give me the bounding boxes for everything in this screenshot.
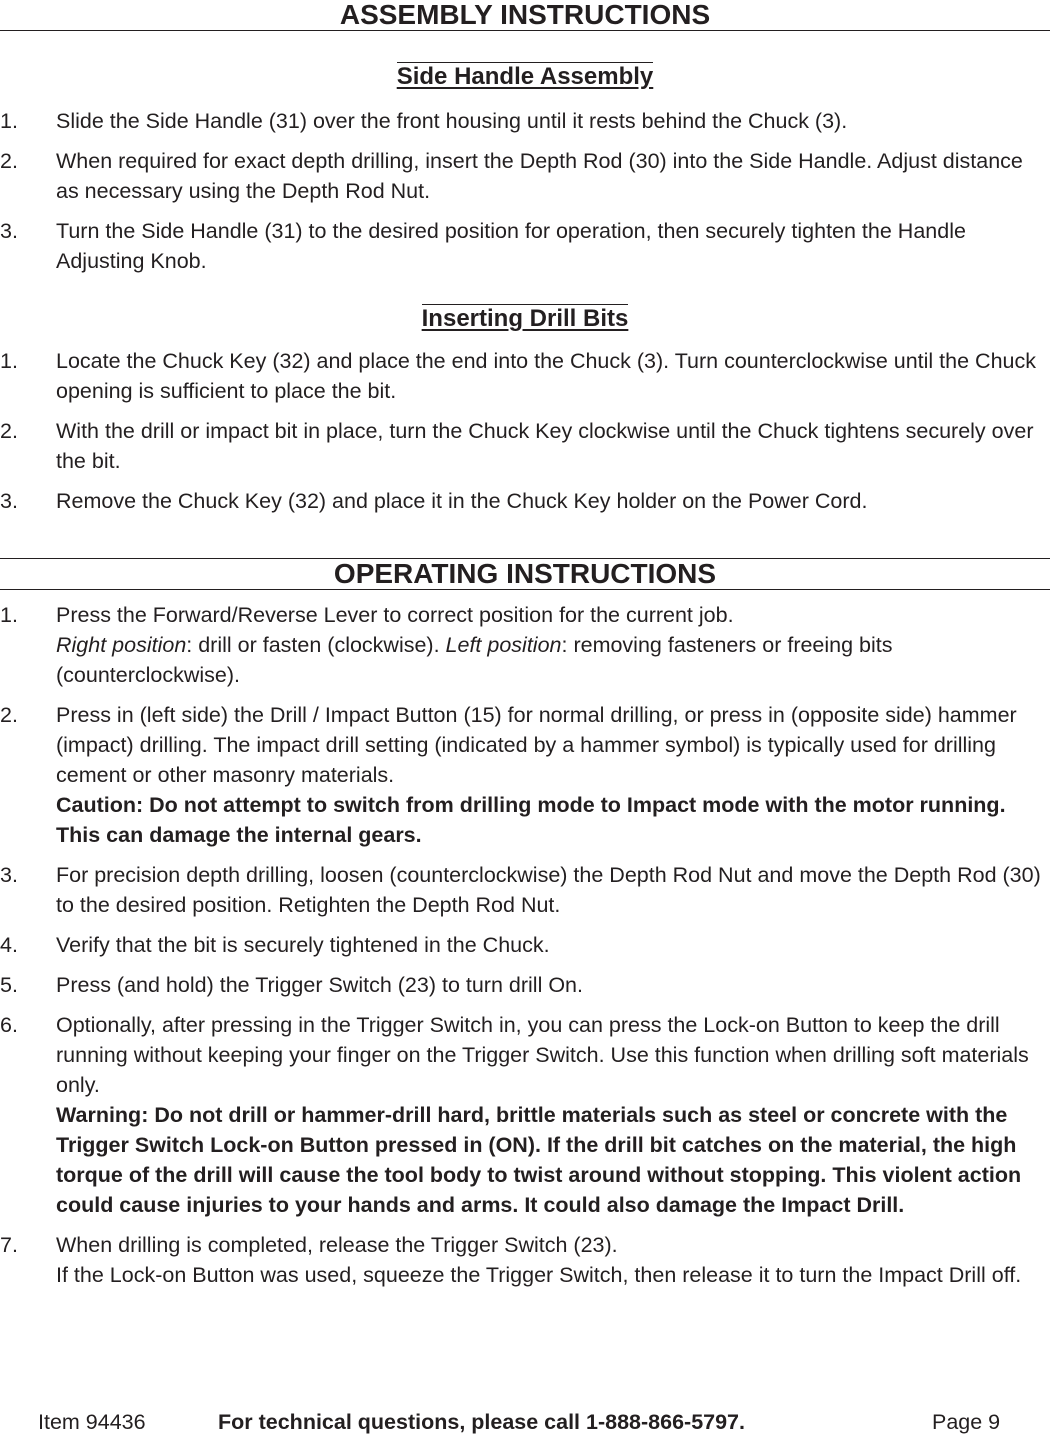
right-position-label: Right position xyxy=(56,633,187,657)
list-item xyxy=(0,106,1050,136)
side-handle-heading xyxy=(0,62,1050,91)
step-text xyxy=(56,1010,1046,1220)
step-text: Turn the Side Handle (31) to the desired position for operation, then securely tighten the Handle Adjusting Knob. xyxy=(56,219,966,273)
step-text xyxy=(56,600,1046,690)
support-contact: For technical questions, please call 1-888-866-5797. xyxy=(218,1410,745,1434)
item-number: Item 94436 xyxy=(38,1410,146,1434)
page-footer xyxy=(0,1407,1050,1437)
list-item xyxy=(0,700,1050,850)
step-number: 3. xyxy=(0,489,18,513)
page-number: Page 9 xyxy=(932,1410,1001,1434)
list-item xyxy=(0,930,1050,960)
step-line: When drilling is completed, release the Trigger Switch (23). xyxy=(56,1233,618,1257)
step-text: With the drill or impact bit in place, turn the Chuck Key clockwise until the Chuck tightens securely over the bit. xyxy=(56,419,1034,473)
drill-bits-heading-text: Inserting Drill Bits xyxy=(421,305,629,332)
step-text: For precision depth drilling, loosen (counterclockwise) the Depth Rod Nut and move the Depth Rod (30) to the desired position. Retighten the Depth Rod Nut. xyxy=(56,863,1041,917)
step-number: 3. xyxy=(0,219,18,243)
step-number: 4. xyxy=(0,933,18,957)
step-number: 1. xyxy=(0,109,18,133)
warning-text: Warning: Do not drill or hammer-drill hard, brittle materials such as steel or concrete with the Trigger Switch Lock-on Button pressed in (ON). If the drill bit catches on the material, the high torque of the drill will cause the tool body to twist around without stopping. This violent action could cause injuries to your hands and arms. It could also damage the Impact Drill. xyxy=(56,1103,1022,1217)
drill-bits-steps xyxy=(0,346,1050,526)
step-text: Remove the Chuck Key (32) and place it in the Chuck Key holder on the Power Cord. xyxy=(56,489,868,513)
left-position-label: Left position xyxy=(445,633,562,657)
step-number: 2. xyxy=(0,149,18,173)
step-text: Slide the Side Handle (31) over the front housing until it rests behind the Chuck (3). xyxy=(56,109,848,133)
list-item xyxy=(0,970,1050,1000)
drill-bits-heading xyxy=(0,304,1050,333)
step-number: 1. xyxy=(0,603,18,627)
list-item xyxy=(0,216,1050,276)
step-number: 6. xyxy=(0,1013,18,1037)
side-handle-steps xyxy=(0,106,1050,286)
step-number: 3. xyxy=(0,863,18,887)
step-text: Press (and hold) the Trigger Switch (23) to turn drill On. xyxy=(56,973,583,997)
step-line: Optionally, after pressing in the Trigger Switch in, you can press the Lock-on Button to keep the drill running without keeping your finger on the Trigger Switch. Use this function when drilling soft materials only. xyxy=(56,1013,1029,1097)
operating-steps xyxy=(0,600,1050,1300)
step-line xyxy=(56,630,1046,690)
step-line: Press in (left side) the Drill / Impact Button (15) for normal drilling, or press in (opposite side) hammer (impact) drilling. The impact drill setting (indicated by a hammer symbol) is typically used for drilling cement or other masonry materials. xyxy=(56,703,1017,787)
caution-text: Caution: Do not attempt to switch from drilling mode to Impact mode with the motor running. This can damage the internal gears. xyxy=(56,793,1006,847)
side-handle-heading-text: Side Handle Assembly xyxy=(396,63,654,90)
list-item xyxy=(0,416,1050,476)
step-text xyxy=(56,700,1046,850)
step-text: Locate the Chuck Key (32) and place the end into the Chuck (3). Turn counterclockwise until the Chuck opening is sufficient to place the bit. xyxy=(56,349,1036,403)
step-number: 2. xyxy=(0,703,18,727)
step-line: Press the Forward/Reverse Lever to correct position for the current job. xyxy=(56,603,734,627)
list-item xyxy=(0,146,1050,206)
step-text: Verify that the bit is securely tightened in the Chuck. xyxy=(56,933,550,957)
list-item xyxy=(0,600,1050,690)
step-text xyxy=(56,1230,1046,1290)
step-number: 1. xyxy=(0,349,18,373)
step-text: When required for exact depth drilling, insert the Depth Rod (30) into the Side Handle. Adjust distance as necessary using the Depth Rod Nut. xyxy=(56,149,1023,203)
list-item xyxy=(0,346,1050,406)
list-item xyxy=(0,1230,1050,1290)
list-item xyxy=(0,1010,1050,1220)
step-number: 5. xyxy=(0,973,18,997)
list-item xyxy=(0,486,1050,516)
step-line: If the Lock-on Button was used, squeeze the Trigger Switch, then release it to turn the Impact Drill off. xyxy=(56,1263,1022,1287)
right-position-text: : drill or fasten (clockwise). xyxy=(186,633,446,657)
step-number: 2. xyxy=(0,419,18,443)
step-number: 7. xyxy=(0,1233,18,1257)
operating-title: OPERATING INSTRUCTIONS xyxy=(0,558,1050,590)
list-item xyxy=(0,860,1050,920)
left-position-text: : removing fasteners or freeing bits (counterclockwise). xyxy=(56,633,893,687)
assembly-title: ASSEMBLY INSTRUCTIONS xyxy=(0,0,1050,31)
